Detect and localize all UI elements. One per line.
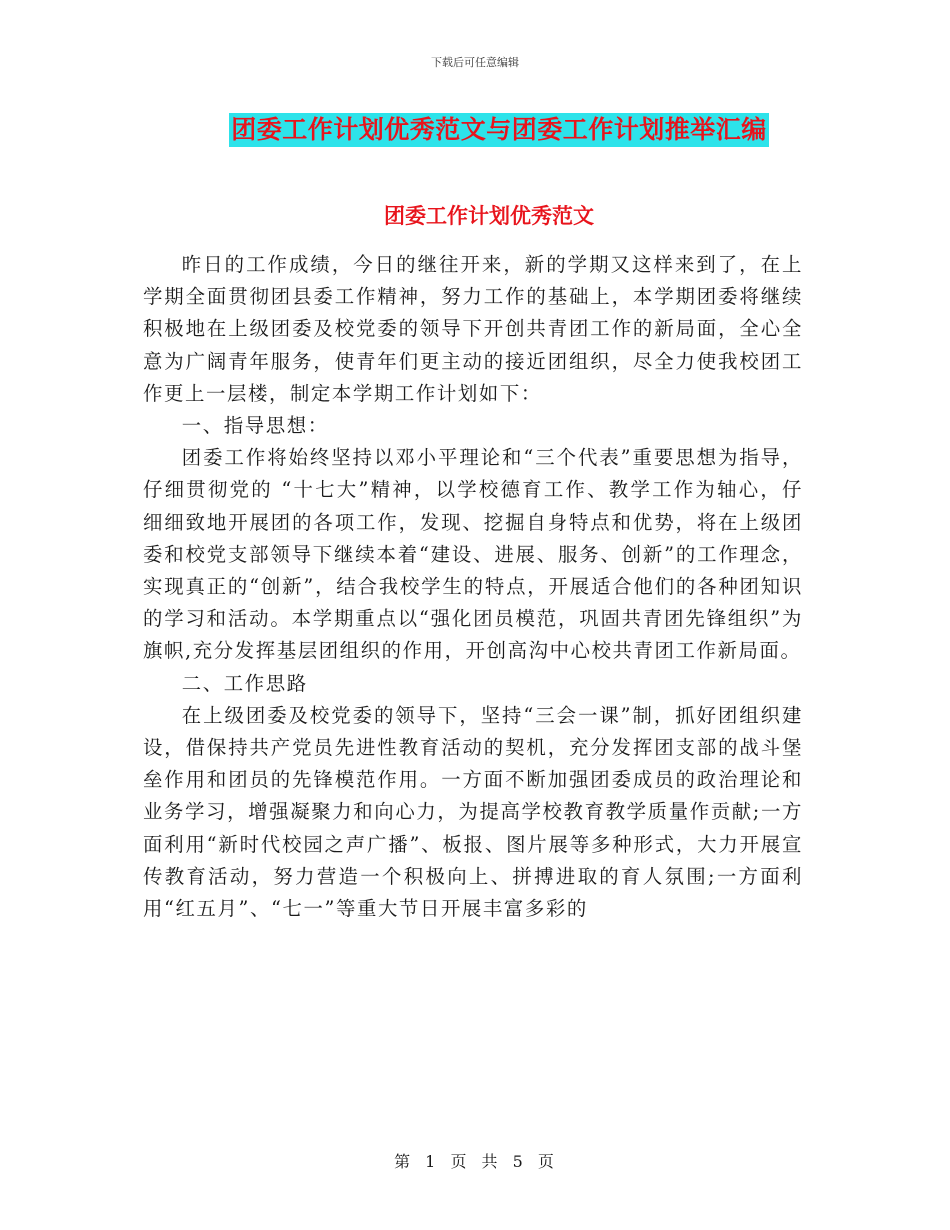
paragraph-guiding-thought: 团委工作将始终坚持以邓小平理论和“三个代表”重要思想为指导，仔细贯彻党的 “十七大”精神，以学校德育工作、教学工作为轴心，仔细细致地开展团的各项工作，发现、挖掘自身特点和优势，将在上级团委和校党支部领导下继续本着“建设、进展、服务、创新”的工作理念，实现真正的“创新”，结合我校学生的特点，开展适合他们的各种团知识的学习和活动。本学期重点以“强化团员模范，巩固共青团先锋组织”为旗帜,充分发挥基层团组织的作用，开创高沟中心校共青团工作新局面。 <box>143 446 803 663</box>
paragraph-work-approach: 在上级团委及校党委的领导下，坚持“三会一课”制，抓好团组织建设，借保持共产党员先进性教育活动的契机，充分发挥团支部的战斗堡垒作用和团员的先锋模范作用。一方面不断加强团委成员的政治理论和业务学习，增强凝聚力和向心力，为提高学校教育教学质量作贡献;一方面利用“新时代校园之声广播”、板报、图片展等多种形式，大力开展宣传教育活动，努力营造一个积极向上、拼搏进取的育人氛围;一方面利用“红五月”、“七一”等重大节日开展丰富多彩的 <box>143 703 803 921</box>
heading-work-approach: 二、工作思路 <box>181 671 308 695</box>
main-title: 团委工作计划优秀范文与团委工作计划推举汇编 <box>229 113 769 147</box>
body-text <box>143 249 803 925</box>
main-title-wrap <box>0 113 950 147</box>
page-footer: 第 1 页 共 5 页 <box>394 1152 556 1171</box>
paragraph-intro: 昨日的工作成绩，今日的继往开来，新的学期又这样来到了，在上学期全面贯彻团县委工作精神，努力工作的基础上，本学期团委将继续积极地在上级团委及校党委的领导下开创共青团工作的新局面，全心全意为广阔青年服务，使青年们更主动的接近团组织，尽全力使我校团工作更上一层楼，制定本学期工作计划如下： <box>143 253 803 405</box>
heading-guiding-thought: 一、指导思想： <box>181 414 329 438</box>
header-note: 下载后可任意编辑 <box>431 56 519 69</box>
section-title: 团委工作计划优秀范文 <box>384 204 594 228</box>
